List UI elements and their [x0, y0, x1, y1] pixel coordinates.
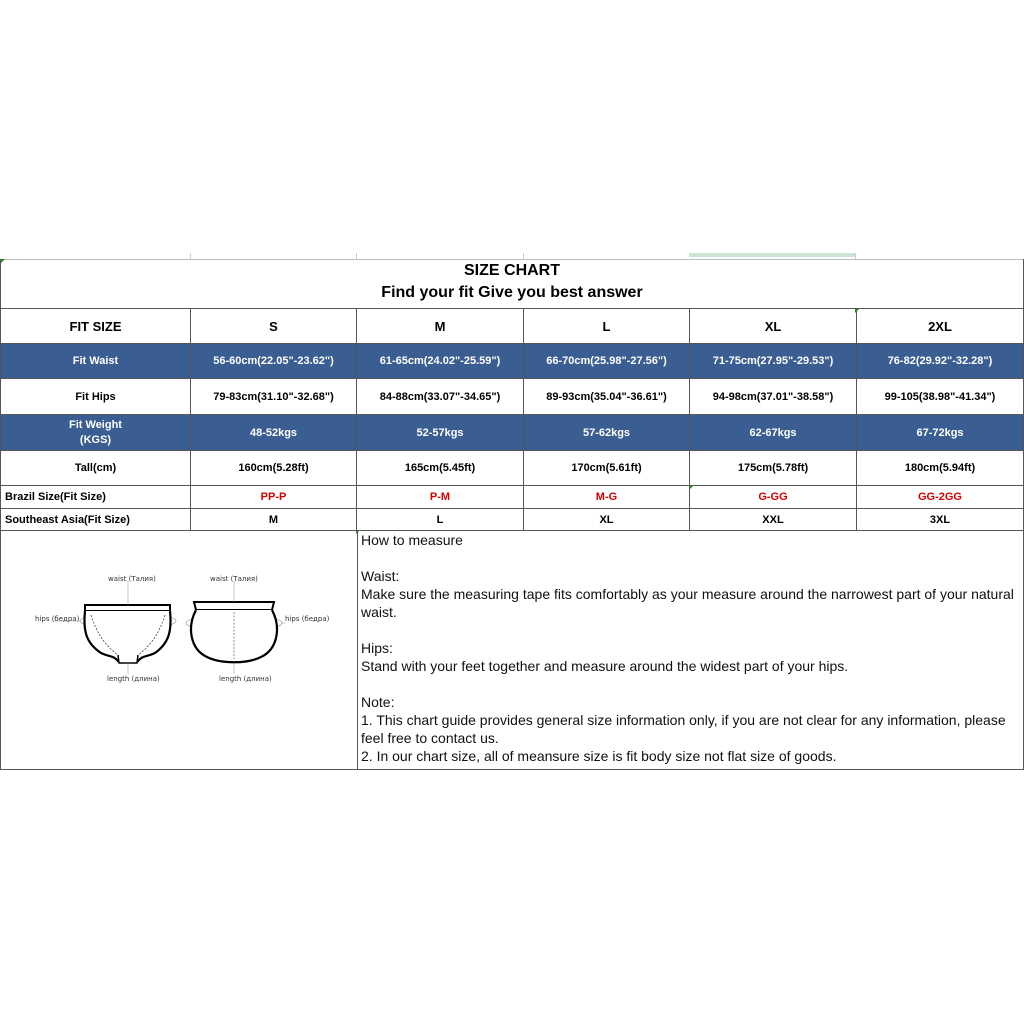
size-header-2xl: 2XL [857, 309, 1024, 344]
table-cell: PP-P [191, 486, 357, 509]
length-label-back: length (длина) [219, 675, 272, 683]
hips-label-front: hips (бедра) [35, 615, 80, 623]
spacer [361, 675, 1021, 693]
cell-comment-marker [1, 259, 5, 263]
table-cell: 79-83cm(31.10"-32.68") [191, 379, 357, 415]
row-label [1, 415, 191, 451]
table-row-fit-hips [1, 379, 1024, 415]
table-cell: 84-88cm(33.07"-34.65") [357, 379, 524, 415]
row-label-line2: (KGS) [79, 433, 112, 446]
fit-size-header: FIT SIZE [1, 309, 191, 344]
table-cell: 165cm(5.45ft) [357, 451, 524, 486]
table-cell: XXL [690, 509, 857, 531]
hips-label-back: hips (бедра) [285, 615, 330, 623]
table-cell: 66-70cm(25.98"-27.56") [524, 344, 690, 379]
table-cell: 67-72kgs [857, 415, 1024, 451]
how-to-measure-text [361, 531, 1021, 765]
waist-instructions: Make sure the measuring tape fits comfortably as your measure around the narrowest part of your natural waist. [361, 586, 1014, 620]
note-1: 1. This chart guide provides general size information only, if you are not clear for any information, please feel free to contact us. [361, 712, 1006, 746]
note-2: 2. In our chart size, all of meansure size is fit body size not flat size of goods. [361, 748, 837, 764]
table-row-fit-weight [1, 415, 1024, 451]
size-header-l: L [524, 309, 690, 344]
table-cell: 94-98cm(37.01"-38.58") [690, 379, 857, 415]
briefs-measurement-diagram [1, 531, 357, 769]
waist-title: Waist: [361, 568, 400, 584]
cell-comment-marker [855, 309, 859, 313]
measurement-diagram-cell [1, 531, 358, 769]
table-cell: 175cm(5.78ft) [690, 451, 857, 486]
row-label: Southeast Asia(Fit Size) [1, 509, 191, 531]
table-cell: M [191, 509, 357, 531]
size-header-xl: XL [690, 309, 857, 344]
length-label-front: length (длина) [107, 675, 160, 683]
briefs-back-illustration [186, 581, 285, 674]
table-cell: M-G [524, 486, 690, 509]
table-cell: XL [524, 509, 690, 531]
spacer [361, 621, 1021, 639]
row-label: Fit Waist [1, 344, 191, 379]
table-cell: P-M [357, 486, 524, 509]
row-label: Fit Hips [1, 379, 191, 415]
table-cell: GG-2GG [857, 486, 1024, 509]
table-cell: L [357, 509, 524, 531]
waist-label-front: waist (Талия) [108, 575, 156, 583]
table-cell: G-GG [690, 486, 857, 509]
table-cell: 180cm(5.94ft) [857, 451, 1024, 486]
briefs-front-illustration [51, 581, 176, 674]
table-row-fit-waist [1, 344, 1024, 379]
table-cell: 62-67kgs [690, 415, 857, 451]
size-header-m: M [357, 309, 524, 344]
table-row-tall [1, 451, 1024, 486]
size-header-s: S [191, 309, 357, 344]
table-header-row [1, 309, 1024, 344]
measurement-guide [0, 531, 1024, 770]
table-cell: 89-93cm(35.04"-36.61") [524, 379, 690, 415]
table-cell: 160cm(5.28ft) [191, 451, 357, 486]
cell-comment-marker [689, 486, 693, 490]
row-label: Tall(cm) [1, 451, 191, 486]
hips-title: Hips: [361, 640, 393, 656]
note-title: Note: [361, 694, 395, 710]
table-cell: 56-60cm(22.05"-23.62") [191, 344, 357, 379]
spacer [361, 549, 1021, 567]
table-cell: 48-52kgs [191, 415, 357, 451]
table-row-brazil-size [1, 486, 1024, 509]
chart-subtitle: Find your fit Give you best answer [381, 284, 643, 301]
waist-label-back: waist (Талия) [210, 575, 258, 583]
hips-instructions: Stand with your feet together and measure around the widest part of your hips. [361, 658, 849, 674]
chart-title: SIZE CHART [464, 262, 560, 279]
title-block [0, 259, 1024, 309]
table-cell: 3XL [857, 509, 1024, 531]
selected-column-highlight [689, 253, 856, 257]
table-cell: 71-75cm(27.95"-29.53") [690, 344, 857, 379]
how-to-measure-heading: How to measure [361, 532, 463, 548]
row-label-line1: Fit Weight [69, 418, 122, 431]
table-cell: 76-82(29.92"-32.28") [857, 344, 1024, 379]
table-cell: 170cm(5.61ft) [524, 451, 690, 486]
table-cell: 52-57kgs [357, 415, 524, 451]
table-cell: 57-62kgs [524, 415, 690, 451]
row-label: Brazil Size(Fit Size) [1, 486, 191, 509]
size-table [0, 308, 1024, 531]
table-cell: 99-105(38.98"-41.34") [857, 379, 1024, 415]
table-row-southeast-asia-size [1, 509, 1024, 531]
table-cell: 61-65cm(24.02"-25.59") [357, 344, 524, 379]
